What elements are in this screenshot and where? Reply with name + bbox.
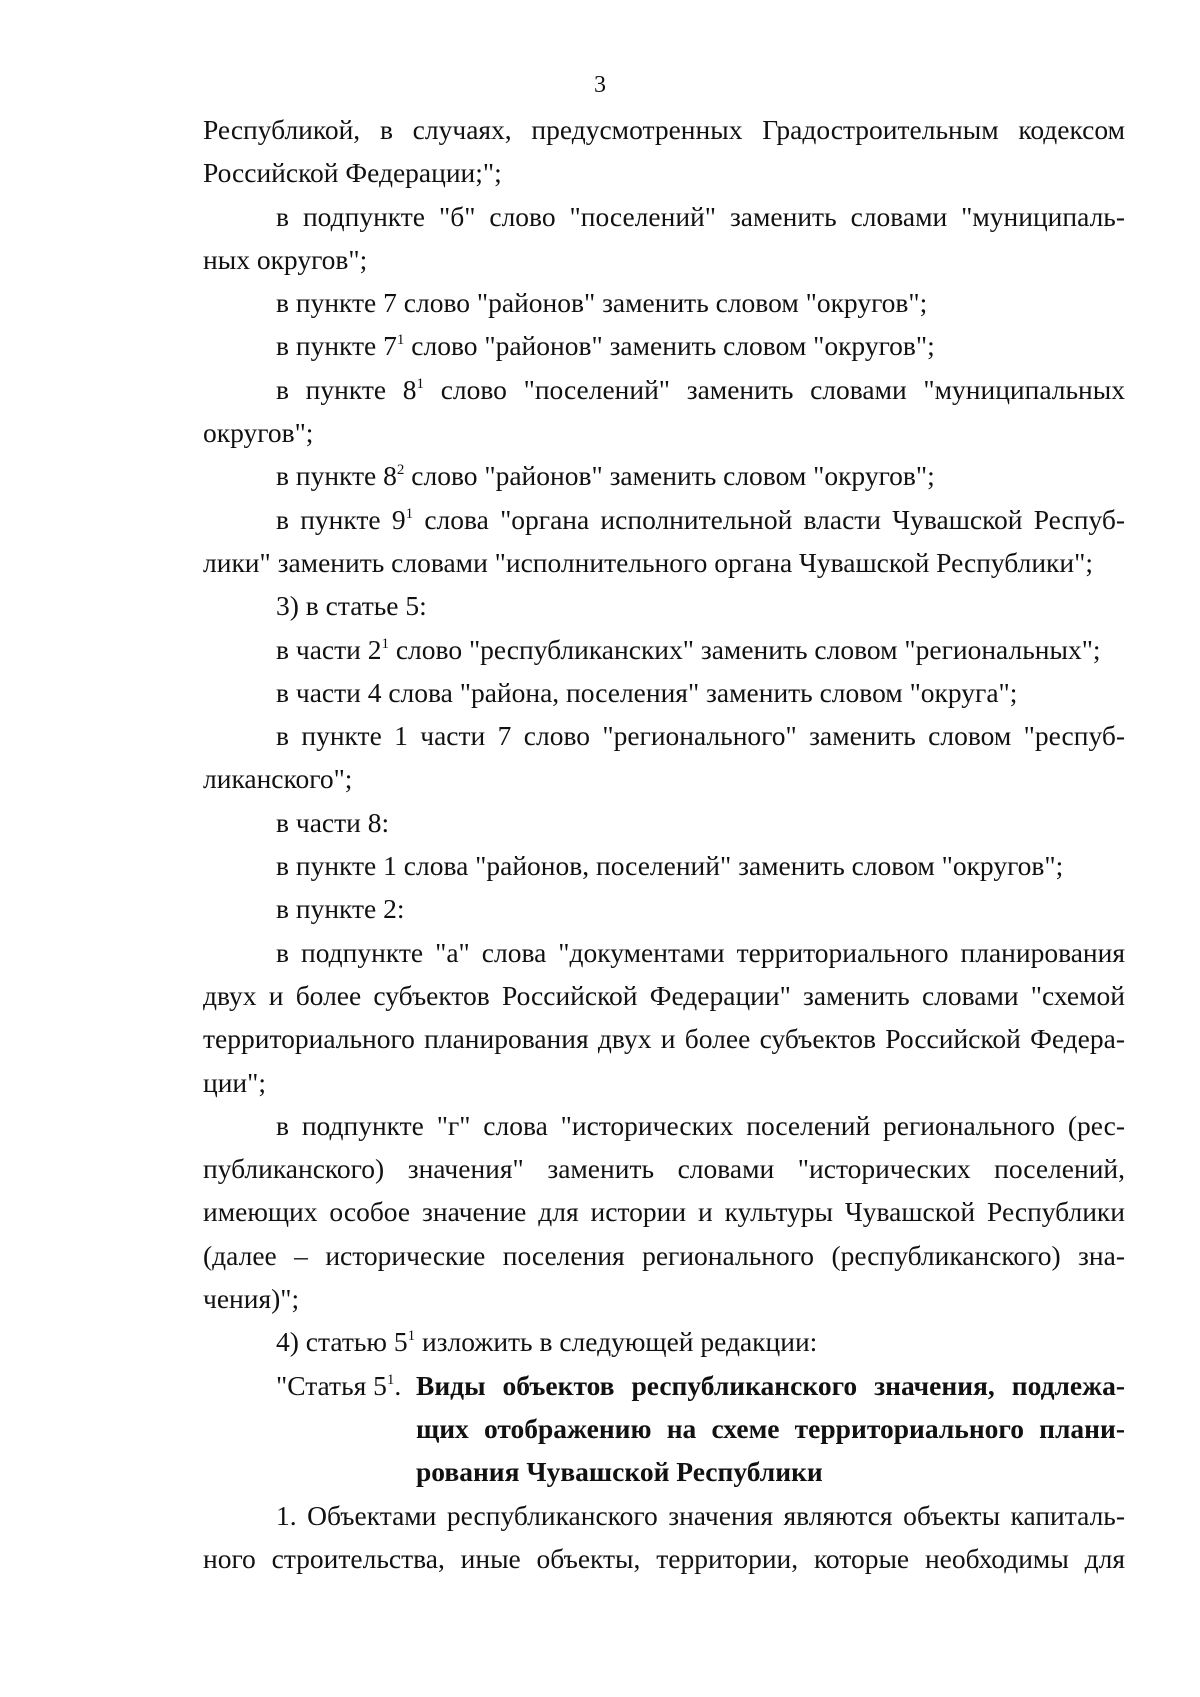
- text-line: [203, 324, 1125, 367]
- text-line: публиканского) значения" заменить словами "исторических поселений,: [203, 1153, 1125, 1185]
- text-line: ного строительства, иные объекты, территории, которые необходимы для: [203, 1542, 1125, 1574]
- text-line: в пункте 7 слово "районов" заменить словом "округов";: [276, 287, 928, 319]
- text-line: в пункте 2:: [276, 893, 405, 925]
- text-line: в пункте 1 части 7 слово "регионального" заменить словом "респуб-: [276, 720, 1125, 752]
- text-fragment: слово "районов" заменить словом "округов";: [404, 330, 935, 362]
- text-fragment: в пункте 8: [276, 460, 397, 492]
- text-line: [203, 1320, 1125, 1363]
- superscript: 1: [386, 1371, 395, 1388]
- text-line: ликанского";: [203, 763, 353, 795]
- text-line: в пункте 1 слова "районов, поселений" заменить словом "округов";: [276, 850, 1064, 882]
- text-fragment: в пункте 9: [276, 503, 406, 535]
- text-line: [203, 454, 1125, 497]
- superscript: 2: [396, 462, 405, 479]
- text-line: ции";: [203, 1066, 267, 1098]
- text-line: имеющих особое значение для истории и культуры Чувашской Республики: [203, 1196, 1125, 1228]
- text-line: щих отображению на схеме территориального плани-: [416, 1412, 1125, 1444]
- text-line: 1. Объектами республиканского значения являются объекты капиталь-: [276, 1499, 1125, 1531]
- text-fragment: слово "республиканских" заменить словом "региональных";: [388, 633, 1101, 665]
- text-fragment: 4) статью 5: [276, 1326, 408, 1358]
- text-line: Российской Федерации;";: [203, 157, 502, 189]
- superscript: 1: [407, 1328, 416, 1345]
- text-fragment: "Статья 5: [276, 1369, 387, 1401]
- text-line: чения)";: [203, 1283, 300, 1315]
- text-line: округов";: [203, 417, 314, 449]
- superscript: 1: [396, 332, 405, 349]
- text-line: в части 8:: [276, 806, 390, 838]
- superscript: 1: [381, 635, 389, 652]
- text-line: рования Чувашской Республики: [416, 1456, 823, 1488]
- text-line: 3) в статье 5:: [276, 590, 427, 622]
- text-line: в подпункте "а" слова "документами территориального планирования: [276, 936, 1125, 968]
- text-line: ных округов";: [203, 243, 368, 275]
- article-title: [416, 1364, 1125, 1494]
- article-heading: [203, 1364, 1125, 1494]
- document-body: [203, 108, 1125, 1580]
- text-line: лики" заменить словами "исполнительного органа Чувашской Республики";: [203, 546, 1093, 578]
- text-fragment: .: [394, 1369, 402, 1401]
- text-fragment: в пункте 8: [276, 373, 417, 405]
- text-fragment: слова "органа исполнительной власти Чувашской Респуб-: [413, 503, 1126, 535]
- text-fragment: в пункте 7: [276, 330, 397, 362]
- text-fragment: изложить в следующей редакции:: [415, 1326, 818, 1358]
- text-line: [203, 628, 1125, 671]
- text-fragment: слово "поселений" заменить словами "муниципальных: [424, 373, 1125, 405]
- text-line: [203, 498, 1125, 541]
- text-line: (далее – исторические поселения регионального (республиканского) зна-: [203, 1239, 1125, 1271]
- text-fragment: слово "районов" заменить словом "округов";: [404, 460, 935, 492]
- text-fragment: в части 2: [276, 633, 382, 665]
- text-line: [203, 368, 1125, 411]
- text-line: территориального планирования двух и более субъектов Российской Федера-: [203, 1023, 1125, 1055]
- text-line: двух и более субъектов Российской Федерации" заменить словами "схемой: [203, 979, 1125, 1011]
- text-line: в подпункте "б" слово "поселений" заменить словами "муниципаль-: [276, 200, 1125, 232]
- superscript: 1: [416, 375, 425, 392]
- text-line: в части 4 слова "района, поселения" заменить словом "округа";: [276, 676, 1018, 708]
- page-number: 3: [594, 72, 606, 98]
- article-label: [203, 1364, 416, 1407]
- text-line: в подпункте "г" слова "исторических поселений регионального (рес-: [276, 1109, 1125, 1141]
- superscript: 1: [405, 505, 414, 522]
- text-line: Республикой, в случаях, предусмотренных Градостроительным кодексом: [203, 114, 1125, 145]
- text-line: Виды объектов республиканского значения, подлежа-: [416, 1369, 1125, 1401]
